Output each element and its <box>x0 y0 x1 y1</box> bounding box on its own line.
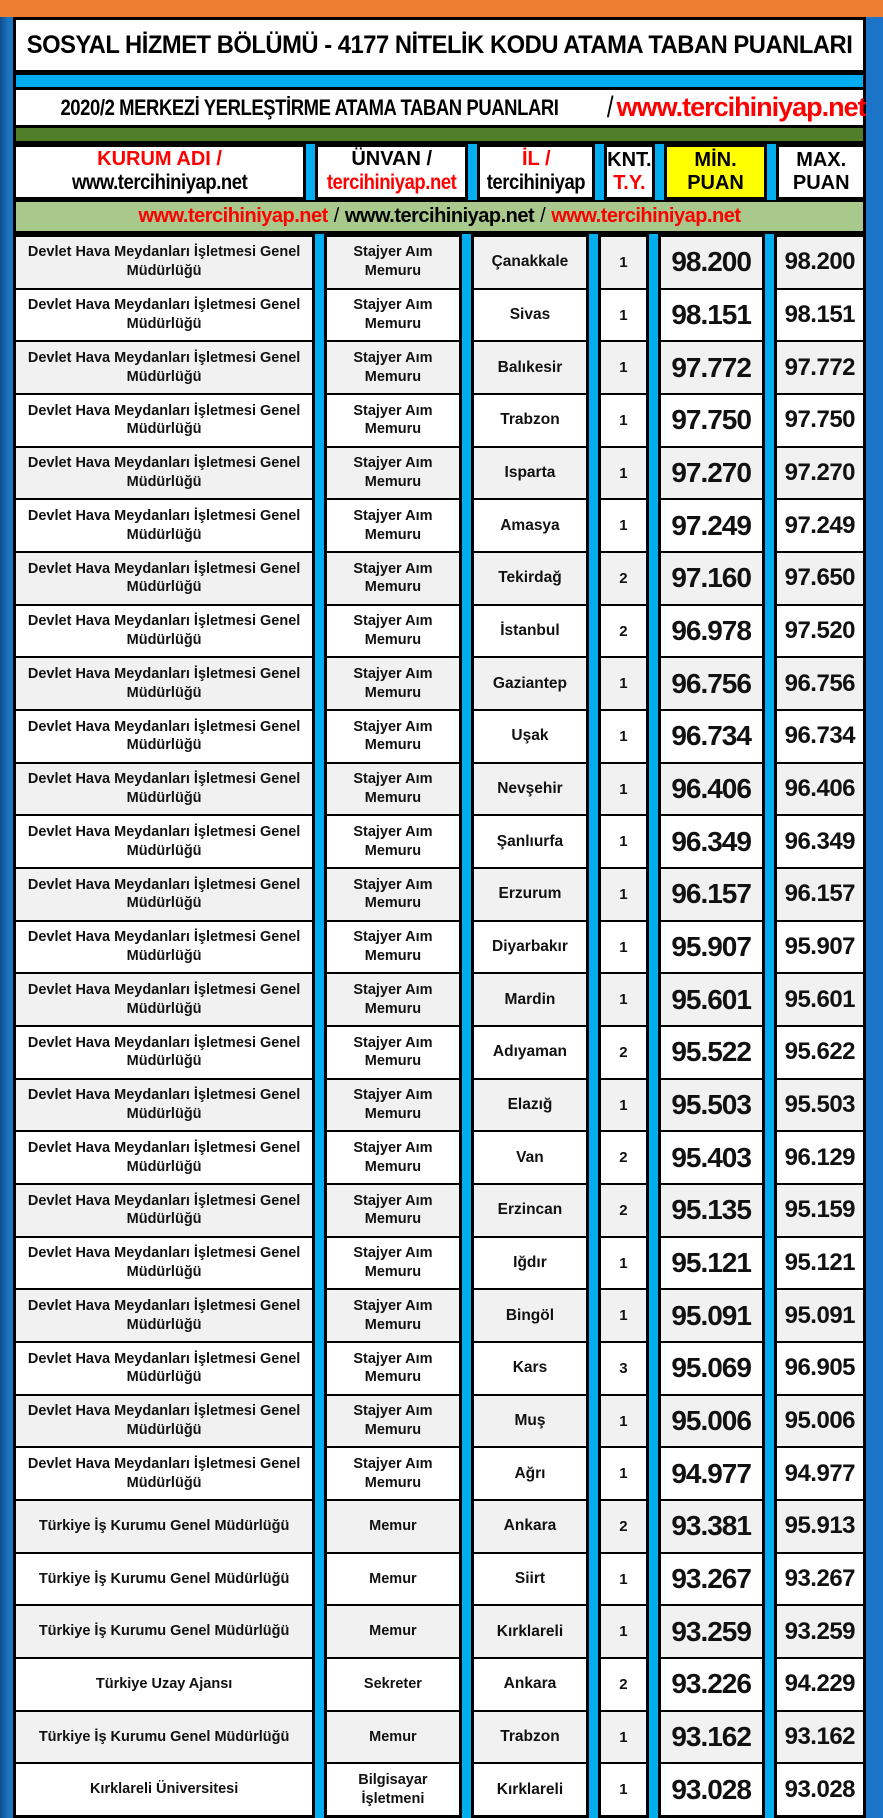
min-score-cell: 97.270 <box>661 448 762 501</box>
max-score-cell: 96.349 <box>777 816 863 869</box>
header-il-top: İL / <box>521 148 551 171</box>
column-max <box>774 234 866 1818</box>
table-header-row <box>13 144 866 200</box>
max-score-cell: 93.162 <box>777 1712 863 1765</box>
job-title-cell: Stajyer Aım Memuru <box>327 1343 458 1396</box>
job-title-cell: Stajyer Aım Memuru <box>327 553 458 606</box>
max-score-cell: 96.905 <box>777 1343 863 1396</box>
institution-cell: Devlet Hava Meydanları İşletmesi Genel Müdürlüğü <box>16 395 312 448</box>
job-title-cell: Stajyer Aım Memuru <box>327 1396 458 1449</box>
promo-link-left: www.tercihiniyap.net <box>138 205 328 227</box>
institution-cell: Devlet Hava Meydanları İşletmesi Genel Müdürlüğü <box>16 816 312 869</box>
max-score-cell: 96.157 <box>777 869 863 922</box>
header-max-bottom: PUAN <box>792 172 850 194</box>
max-score-cell: 96.734 <box>777 711 863 764</box>
quota-cell: 1 <box>601 1290 645 1343</box>
city-cell: Nevşehir <box>474 764 587 817</box>
content-area <box>13 17 866 1818</box>
right-blue-border <box>866 17 883 1818</box>
min-score-cell: 97.772 <box>661 342 762 395</box>
quota-cell: 1 <box>601 658 645 711</box>
institution-cell: Devlet Hava Meydanları İşletmesi Genel Müdürlüğü <box>16 448 312 501</box>
quota-cell: 1 <box>601 1606 645 1659</box>
city-cell: Kırklareli <box>474 1606 587 1659</box>
quota-cell: 2 <box>601 1659 645 1712</box>
city-cell: Amasya <box>474 500 587 553</box>
city-cell: Erzurum <box>474 869 587 922</box>
job-title-cell: Stajyer Aım Memuru <box>327 1027 458 1080</box>
job-title-cell: Stajyer Aım Memuru <box>327 237 458 290</box>
max-score-cell: 95.503 <box>777 1080 863 1133</box>
min-score-cell: 95.069 <box>661 1343 762 1396</box>
city-cell: Adıyaman <box>474 1027 587 1080</box>
quota-cell: 2 <box>601 553 645 606</box>
column-min <box>658 234 765 1818</box>
institution-cell: Devlet Hava Meydanları İşletmesi Genel Müdürlüğü <box>16 290 312 343</box>
job-title-cell: Stajyer Aım Memuru <box>327 1185 458 1238</box>
quota-cell: 2 <box>601 1185 645 1238</box>
promo-link-right: www.tercihiniyap.net <box>551 205 741 227</box>
max-score-cell: 93.028 <box>777 1764 863 1815</box>
job-title-cell: Memur <box>327 1712 458 1765</box>
min-score-cell: 96.157 <box>661 869 762 922</box>
city-cell: Uşak <box>474 711 587 764</box>
max-score-cell: 93.259 <box>777 1606 863 1659</box>
max-score-cell: 97.650 <box>777 553 863 606</box>
max-score-cell: 97.270 <box>777 448 863 501</box>
min-score-cell: 96.349 <box>661 816 762 869</box>
olive-stripe <box>13 128 866 144</box>
quota-cell: 1 <box>601 237 645 290</box>
city-cell: Elazığ <box>474 1080 587 1133</box>
max-score-cell: 94.229 <box>777 1659 863 1712</box>
city-cell: Gaziantep <box>474 658 587 711</box>
subtitle-bar <box>13 90 866 128</box>
quota-cell: 1 <box>601 1764 645 1815</box>
max-score-cell: 96.756 <box>777 658 863 711</box>
city-cell: Tekirdağ <box>474 553 587 606</box>
institution-cell: Devlet Hava Meydanları İşletmesi Genel Müdürlüğü <box>16 974 312 1027</box>
city-cell: Sivas <box>474 290 587 343</box>
institution-cell: Devlet Hava Meydanları İşletmesi Genel Müdürlüğü <box>16 1238 312 1291</box>
job-title-cell: Memur <box>327 1501 458 1554</box>
institution-cell: Devlet Hava Meydanları İşletmesi Genel Müdürlüğü <box>16 606 312 659</box>
max-score-cell: 98.151 <box>777 290 863 343</box>
city-cell: Bingöl <box>474 1290 587 1343</box>
subtitle-slash: / <box>607 90 614 124</box>
quota-cell: 1 <box>601 711 645 764</box>
max-score-cell: 97.520 <box>777 606 863 659</box>
job-title-cell: Stajyer Aım Memuru <box>327 1448 458 1501</box>
city-cell: Van <box>474 1132 587 1185</box>
max-score-cell: 96.406 <box>777 764 863 817</box>
quota-cell: 1 <box>601 816 645 869</box>
quota-cell: 1 <box>601 974 645 1027</box>
header-max-top: MAX. <box>796 149 847 171</box>
header-il-bottom: tercihiniyap <box>487 171 586 195</box>
job-title-cell: Stajyer Aım Memuru <box>327 869 458 922</box>
min-score-cell: 95.907 <box>661 922 762 975</box>
job-title-cell: Stajyer Aım Memuru <box>327 606 458 659</box>
max-score-cell: 95.913 <box>777 1501 863 1554</box>
header-kurum-top: KURUM ADI / <box>97 148 222 171</box>
page-title: SOSYAL HİZMET BÖLÜMÜ - 4177 NİTELİK KODU ATAMA TABAN PUANLARI <box>26 30 853 59</box>
quota-cell: 1 <box>601 1238 645 1291</box>
job-title-cell: Memur <box>327 1554 458 1607</box>
min-score-cell: 93.381 <box>661 1501 762 1554</box>
top-orange-bar <box>0 0 883 17</box>
job-title-cell: Stajyer Aım Memuru <box>327 1290 458 1343</box>
quota-cell: 2 <box>601 1132 645 1185</box>
city-cell: Ankara <box>474 1659 587 1712</box>
job-title-cell: Memur <box>327 1606 458 1659</box>
header-unvan-bottom: tercihiniyap.net <box>326 171 457 195</box>
min-score-cell: 93.028 <box>661 1764 762 1815</box>
max-score-cell: 95.006 <box>777 1396 863 1449</box>
quota-cell: 1 <box>601 1448 645 1501</box>
institution-cell: Devlet Hava Meydanları İşletmesi Genel Müdürlüğü <box>16 553 312 606</box>
max-score-cell: 93.267 <box>777 1554 863 1607</box>
max-score-cell: 97.750 <box>777 395 863 448</box>
job-title-cell: Stajyer Aım Memuru <box>327 1132 458 1185</box>
quota-cell: 2 <box>601 1501 645 1554</box>
min-score-cell: 96.756 <box>661 658 762 711</box>
min-score-cell: 96.734 <box>661 711 762 764</box>
job-title-cell: Stajyer Aım Memuru <box>327 448 458 501</box>
min-score-cell: 96.406 <box>661 764 762 817</box>
title-bar <box>13 17 866 73</box>
min-score-cell: 98.151 <box>661 290 762 343</box>
quota-cell: 1 <box>601 869 645 922</box>
city-cell: Erzincan <box>474 1185 587 1238</box>
min-score-cell: 98.200 <box>661 237 762 290</box>
institution-cell: Türkiye İş Kurumu Genel Müdürlüğü <box>16 1606 312 1659</box>
max-score-cell: 95.159 <box>777 1185 863 1238</box>
quota-cell: 1 <box>601 1080 645 1133</box>
institution-cell: Devlet Hava Meydanları İşletmesi Genel Müdürlüğü <box>16 1080 312 1133</box>
header-unvan-top: ÜNVAN / <box>351 148 433 171</box>
cyan-stripe-top <box>13 73 866 90</box>
min-score-cell: 96.978 <box>661 606 762 659</box>
header-knt-top: KNT. <box>607 149 652 171</box>
header-min-top: MİN. <box>694 149 737 171</box>
min-score-cell: 93.267 <box>661 1554 762 1607</box>
quota-cell: 1 <box>601 448 645 501</box>
city-cell: Balıkesir <box>474 342 587 395</box>
min-score-cell: 94.977 <box>661 1448 762 1501</box>
institution-cell: Devlet Hava Meydanları İşletmesi Genel Müdürlüğü <box>16 869 312 922</box>
max-score-cell: 95.601 <box>777 974 863 1027</box>
min-score-cell: 95.522 <box>661 1027 762 1080</box>
job-title-cell: Stajyer Aım Memuru <box>327 922 458 975</box>
min-score-cell: 97.249 <box>661 500 762 553</box>
city-cell: Kırklareli <box>474 1764 587 1815</box>
max-score-cell: 98.200 <box>777 237 863 290</box>
quota-cell: 1 <box>601 500 645 553</box>
city-cell: Isparta <box>474 448 587 501</box>
max-score-cell: 95.622 <box>777 1027 863 1080</box>
max-score-cell: 95.121 <box>777 1238 863 1291</box>
quota-cell: 2 <box>601 1027 645 1080</box>
min-score-cell: 95.121 <box>661 1238 762 1291</box>
min-score-cell: 95.503 <box>661 1080 762 1133</box>
header-knt-bottom: T.Y. <box>613 172 646 194</box>
institution-cell: Türkiye İş Kurumu Genel Müdürlüğü <box>16 1554 312 1607</box>
city-cell: Iğdır <box>474 1238 587 1291</box>
left-blue-border <box>0 17 13 1818</box>
header-max <box>776 144 866 200</box>
city-cell: Trabzon <box>474 1712 587 1765</box>
job-title-cell: Sekreter <box>327 1659 458 1712</box>
institution-cell: Devlet Hava Meydanları İşletmesi Genel Müdürlüğü <box>16 1396 312 1449</box>
max-score-cell: 95.907 <box>777 922 863 975</box>
quota-cell: 1 <box>601 395 645 448</box>
quota-cell: 1 <box>601 1554 645 1607</box>
institution-cell: Devlet Hava Meydanları İşletmesi Genel Müdürlüğü <box>16 1448 312 1501</box>
job-title-cell: Stajyer Aım Memuru <box>327 1080 458 1133</box>
city-cell: İstanbul <box>474 606 587 659</box>
city-cell: Siirt <box>474 1554 587 1607</box>
institution-cell: Devlet Hava Meydanları İşletmesi Genel Müdürlüğü <box>16 764 312 817</box>
promo-banner <box>13 200 866 234</box>
institution-cell: Devlet Hava Meydanları İşletmesi Genel Müdürlüğü <box>16 1132 312 1185</box>
min-score-cell: 95.006 <box>661 1396 762 1449</box>
min-score-cell: 95.601 <box>661 974 762 1027</box>
header-knt <box>604 144 654 200</box>
city-cell: Trabzon <box>474 395 587 448</box>
institution-cell: Devlet Hava Meydanları İşletmesi Genel Müdürlüğü <box>16 1027 312 1080</box>
job-title-cell: Stajyer Aım Memuru <box>327 500 458 553</box>
job-title-cell: Bilgisayar İşletmeni <box>327 1764 458 1815</box>
promo-separator: / <box>333 205 339 227</box>
institution-cell: Devlet Hava Meydanları İşletmesi Genel Müdürlüğü <box>16 342 312 395</box>
institution-cell: Devlet Hava Meydanları İşletmesi Genel Müdürlüğü <box>16 1343 312 1396</box>
institution-cell: Devlet Hava Meydanları İşletmesi Genel Müdürlüğü <box>16 500 312 553</box>
header-kurum-bottom: www.tercihiniyap.net <box>71 171 248 195</box>
min-score-cell: 97.750 <box>661 395 762 448</box>
score-table-body <box>13 234 866 1818</box>
header-min-bottom: PUAN <box>687 172 744 194</box>
quota-cell: 3 <box>601 1343 645 1396</box>
quota-cell: 1 <box>601 1396 645 1449</box>
promo-link-middle: www.tercihiniyap.net <box>344 205 535 227</box>
promo-separator: / <box>540 205 546 227</box>
header-unvan <box>315 144 468 200</box>
city-cell: Çanakkale <box>474 237 587 290</box>
city-cell: Muş <box>474 1396 587 1449</box>
city-cell: Ağrı <box>474 1448 587 1501</box>
city-cell: Şanlıurfa <box>474 816 587 869</box>
job-title-cell: Stajyer Aım Memuru <box>327 1238 458 1291</box>
min-score-cell: 93.162 <box>661 1712 762 1765</box>
job-title-cell: Stajyer Aım Memuru <box>327 816 458 869</box>
min-score-cell: 95.403 <box>661 1132 762 1185</box>
min-score-cell: 95.135 <box>661 1185 762 1238</box>
header-il <box>477 144 595 200</box>
max-score-cell: 94.977 <box>777 1448 863 1501</box>
job-title-cell: Stajyer Aım Memuru <box>327 290 458 343</box>
quota-cell: 2 <box>601 606 645 659</box>
min-score-cell: 97.160 <box>661 553 762 606</box>
city-cell: Mardin <box>474 974 587 1027</box>
subtitle-text: 2020/2 MERKEZİ YERLEŞTİRME ATAMA TABAN PUANLARI <box>60 94 559 120</box>
institution-cell: Kırklareli Üniversitesi <box>16 1764 312 1815</box>
city-cell: Kars <box>474 1343 587 1396</box>
institution-cell: Devlet Hava Meydanları İşletmesi Genel Müdürlüğü <box>16 237 312 290</box>
job-title-cell: Stajyer Aım Memuru <box>327 658 458 711</box>
institution-cell: Devlet Hava Meydanları İşletmesi Genel Müdürlüğü <box>16 1290 312 1343</box>
max-score-cell: 95.091 <box>777 1290 863 1343</box>
job-title-cell: Stajyer Aım Memuru <box>327 711 458 764</box>
column-kurum <box>13 234 315 1818</box>
institution-cell: Devlet Hava Meydanları İşletmesi Genel Müdürlüğü <box>16 922 312 975</box>
max-score-cell: 97.249 <box>777 500 863 553</box>
min-score-cell: 93.226 <box>661 1659 762 1712</box>
city-cell: Diyarbakır <box>474 922 587 975</box>
job-title-cell: Stajyer Aım Memuru <box>327 974 458 1027</box>
institution-cell: Devlet Hava Meydanları İşletmesi Genel Müdürlüğü <box>16 1185 312 1238</box>
job-title-cell: Stajyer Aım Memuru <box>327 342 458 395</box>
column-knt <box>598 234 648 1818</box>
quota-cell: 1 <box>601 1712 645 1765</box>
institution-cell: Türkiye Uzay Ajansı <box>16 1659 312 1712</box>
column-unvan <box>324 234 461 1818</box>
quota-cell: 1 <box>601 764 645 817</box>
header-kurum <box>13 144 306 200</box>
min-score-cell: 95.091 <box>661 1290 762 1343</box>
header-min <box>664 144 768 200</box>
max-score-cell: 97.772 <box>777 342 863 395</box>
quota-cell: 1 <box>601 342 645 395</box>
max-score-cell: 96.129 <box>777 1132 863 1185</box>
quota-cell: 1 <box>601 290 645 343</box>
job-title-cell: Stajyer Aım Memuru <box>327 395 458 448</box>
subtitle-link-text: www.tercihiniyap.net <box>616 92 866 122</box>
column-il <box>471 234 590 1818</box>
institution-cell: Devlet Hava Meydanları İşletmesi Genel Müdürlüğü <box>16 658 312 711</box>
quota-cell: 1 <box>601 922 645 975</box>
institution-cell: Türkiye İş Kurumu Genel Müdürlüğü <box>16 1712 312 1765</box>
min-score-cell: 93.259 <box>661 1606 762 1659</box>
city-cell: Ankara <box>474 1501 587 1554</box>
job-title-cell: Stajyer Aım Memuru <box>327 764 458 817</box>
institution-cell: Türkiye İş Kurumu Genel Müdürlüğü <box>16 1501 312 1554</box>
institution-cell: Devlet Hava Meydanları İşletmesi Genel Müdürlüğü <box>16 711 312 764</box>
